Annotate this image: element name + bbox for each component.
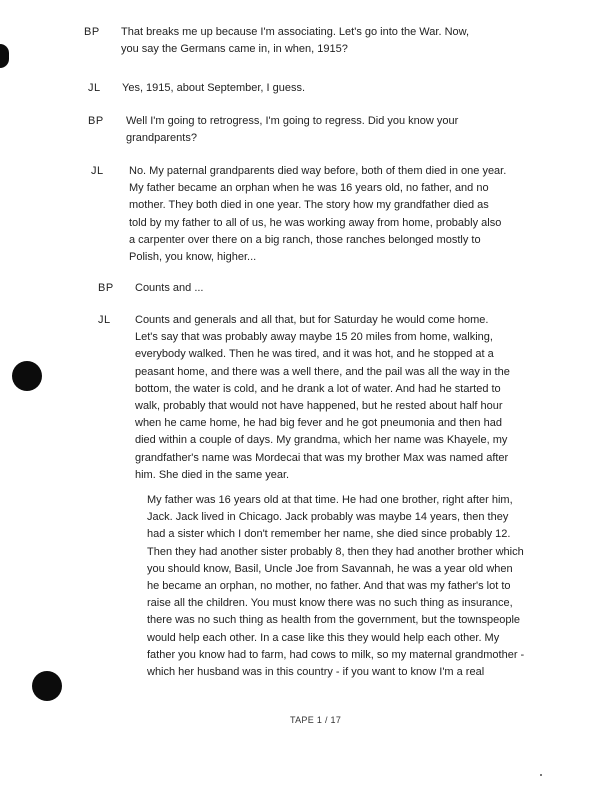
utterance-text [122, 80, 305, 97]
text-line: father you know had to farm, had cows to milk, so my maternal grandmother - [147, 648, 525, 661]
text-line: My father was 16 years old at that time. He had one brother, right after him, [147, 494, 513, 506]
text-line: walk, probably that would not have happened, but he rested about half hour [135, 400, 503, 413]
text-line: grandfather's name was Mordecai that was my brother Max was named after [135, 451, 509, 464]
text-line: you say the Germans came in, in when, 1915? [121, 43, 348, 56]
utterance-text [135, 280, 204, 297]
text-line: Jack. Jack lived in Chicago. Jack probably was maybe 14 years, then they [147, 511, 509, 524]
text-line: Let's say that was probably away maybe 15 20 miles from home, walking, [135, 331, 493, 344]
text-line: No. My paternal grandparents died way before, both of them died in one year. [129, 165, 507, 177]
text-line: raise all the children. You must know there was no such thing as insurance, [147, 597, 513, 610]
speaker-label: BP [88, 115, 104, 127]
text-line: grandparents? [126, 132, 197, 145]
text-line: everybody walked. Then he was tired, and it was hot, and he stopped at a [135, 348, 494, 361]
text-line: Polish, you know, higher... [129, 251, 257, 264]
text-line: mother. They both died in one year. The story how my grandfather died as [129, 199, 489, 212]
speaker-label: JL [98, 314, 111, 326]
utterance-text [147, 492, 524, 681]
punch-hole-top [12, 361, 42, 391]
speaker-label: BP [84, 26, 100, 38]
text-line: had a sister which I don't remember her name, she died since probably 12. [147, 528, 511, 541]
text-line: Then they had another sister probably 8, then they had another brother which [147, 545, 524, 558]
text-line: a carpenter over there on a big ranch, those ranches belonged mostly to [129, 233, 481, 246]
speaker-label: BP [98, 282, 114, 294]
text-line: he became an orphan, no mother, no father. And that was my father's lot to [147, 580, 511, 593]
text-line: bottom, the water is cold, and he drank a lot of water. And had he started to [135, 382, 501, 395]
text-line: told by my father to all of us, he was working away from home, probably also [129, 216, 502, 229]
utterance-text [121, 24, 469, 58]
utterance-text [126, 113, 458, 147]
text-line: Counts and generals and all that, but for Saturday he would come home. [135, 314, 489, 326]
text-line: Well I'm going to retrogress, I'm going to regress. Did you know your [126, 115, 459, 127]
text-line: you should know, Basil, Uncle Joe from Savannah, he was a year old when [147, 562, 513, 575]
text-line: My father became an orphan when he was 16 years old, no father, and no [129, 182, 489, 195]
speaker-label: JL [88, 82, 101, 94]
punch-hole-bottom [32, 671, 62, 701]
text-line: there was no such thing as health from the government, but the townspeople [147, 614, 521, 627]
text-line: Yes, 1915, about September, I guess. [122, 82, 306, 94]
text-line: would help each other. In a case like this they would help each other. My [147, 631, 500, 644]
text-line: him. She died in the same year. [135, 468, 290, 481]
binding-edge-mark [0, 44, 9, 68]
text-line: died within a couple of days. My grandma, which her name was Khayele, my [135, 434, 508, 447]
page-footer: TAPE 1 / 17 [290, 715, 342, 725]
speaker-label: JL [91, 165, 104, 177]
text-line: That breaks me up because I'm associating. Let's go into the War. Now, [121, 26, 470, 38]
text-line: when he came home, he had big fever and he got pneumonia and then had [135, 417, 502, 430]
utterance-text [135, 312, 510, 484]
text-line: Counts and ... [135, 282, 204, 294]
text-line: which her husband was in this country - if you want to know I'm a real [147, 666, 485, 679]
text-line: peasant home, and there was a well there, and the pail was all the way in the [135, 365, 510, 378]
scan-speck [540, 774, 542, 776]
utterance-text [129, 163, 506, 266]
